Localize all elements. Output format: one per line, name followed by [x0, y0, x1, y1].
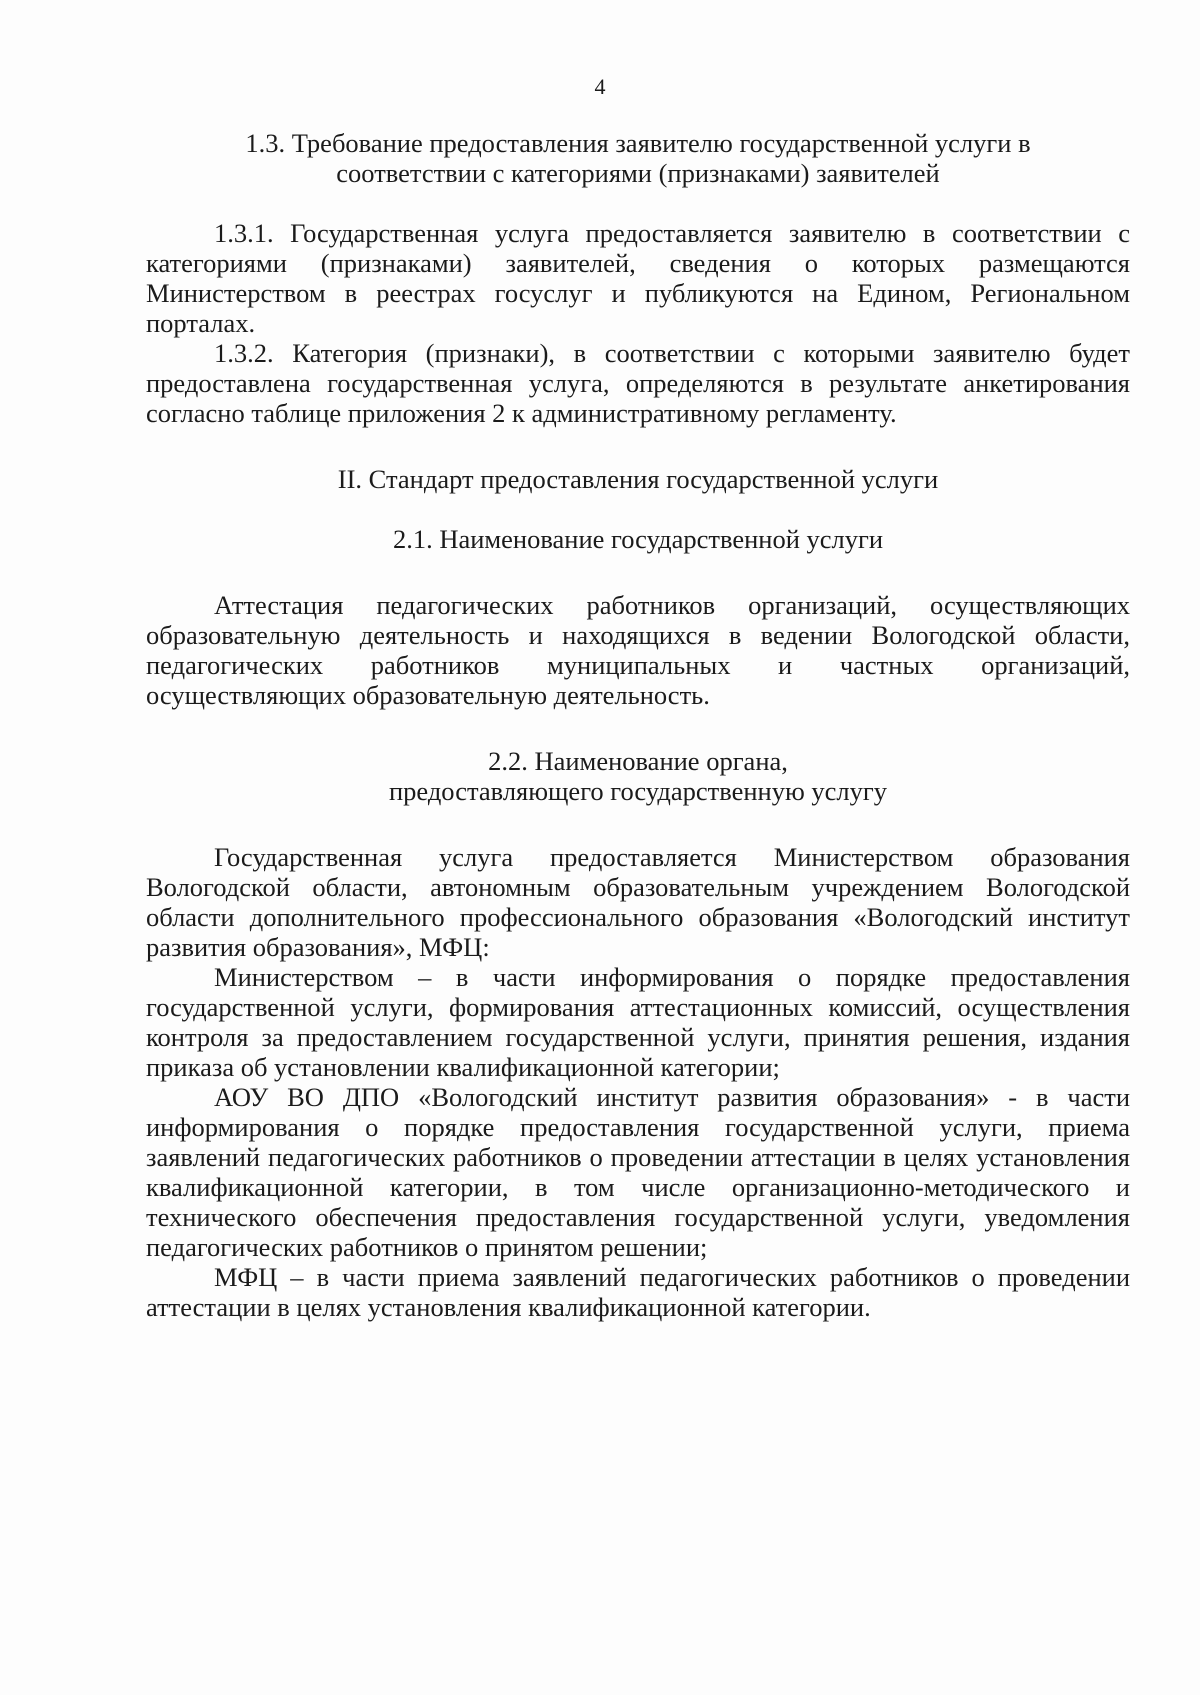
page-number: 4 [594, 74, 606, 99]
section-1-3-heading [146, 128, 1130, 188]
section-1-3-heading-line-2: соответствии с категориями (признаками) заявителей [336, 158, 940, 188]
paragraph-2-2-providers: Государственная услуга предоставляется Министерством образования Вологодской области, автономным образовательным учреждением Вологодской области дополнительного профессионального образования «Вологодский институт развития образования», МФЦ: [146, 842, 1130, 962]
paragraph-2-2-mfc: МФЦ – в части приема заявлений педагогических работников о проведении аттестации в целях установления квалификационной категории. [146, 1262, 1130, 1322]
paragraph-1-3-1: 1.3.1. Государственная услуга предоставляется заявителю в соответствии с категориями (признаками) заявителей, сведения о которых размещаются Министерством в реестрах госуслуг и публикуются на Едином, Региональном порталах. [146, 218, 1130, 338]
section-2-heading: II. Стандарт предоставления государственной услуги [337, 464, 939, 494]
paragraph-1-3-2: 1.3.2. Категория (признаки), в соответствии с которыми заявителю будет предоставлена государственная услуга, определяются в результате анкетирования согласно таблице приложения 2 к административному регламенту. [146, 338, 1130, 428]
section-2-2-heading-line-2: предоставляющего государственную услугу [388, 776, 887, 806]
document-body [146, 128, 1130, 1322]
section-2-2-heading [146, 746, 1130, 806]
paragraph-2-2-ministry: Министерством – в части информирования о порядке предоставления государственной услуги, формирования аттестационных комиссий, осуществления контроля за предоставлением государственной услуги, принятия решения, издания приказа об установлении квалификационной категории; [146, 962, 1130, 1082]
paragraph-2-2-institute: АОУ ВО ДПО «Вологодский институт развития образования» - в части информирования о порядке предоставления государственной услуги, приема заявлений педагогических работников о проведении аттестации в целях установления квалификационной категории, в том числе организационно-методического и технического обеспечения предоставления государственной услуги, уведомления педагогических работников о принятом решении; [146, 1082, 1130, 1262]
section-2-1-heading: 2.1. Наименование государственной услуги [392, 524, 884, 554]
section-2-2-heading-line-1: 2.2. Наименование органа, [488, 746, 788, 776]
paragraph-2-1-service-name: Аттестация педагогических работников организаций, осуществляющих образовательную деятельность и находящихся в ведении Вологодской области, педагогических работников муниципальных и частных организаций, осуществляющих образовательную деятельность. [146, 590, 1130, 710]
section-1-3-heading-line-1: 1.3. Требование предоставления заявителю государственной услуги в [245, 128, 1031, 158]
